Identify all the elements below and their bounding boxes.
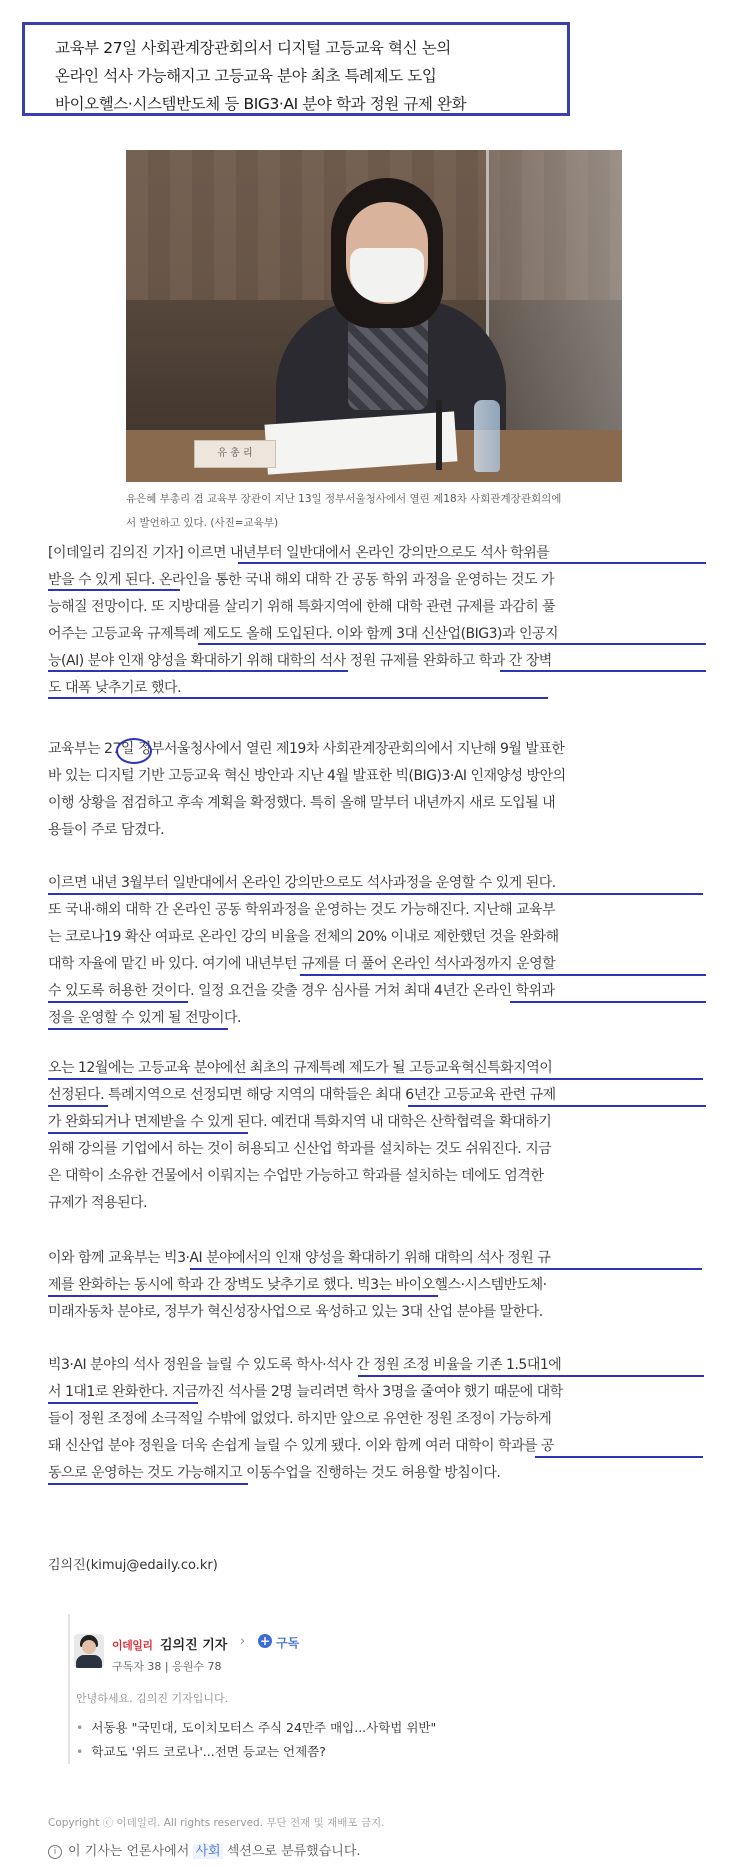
highlight-underline (300, 974, 706, 976)
photo-water-bottle (474, 400, 500, 472)
highlight-underline (358, 1375, 704, 1377)
photo-face-mask (350, 248, 424, 302)
photo-nameplate: 유 총 리 (194, 440, 276, 468)
paragraph-line: 대학 자율에 맡긴 바 있다. 여기에 내년부턴 규제를 더 풀어 온라인 석사과정까지 운영할 (48, 956, 556, 972)
highlight-underline (190, 1268, 702, 1270)
paragraph-line: 이르면 내년 3월부터 일반대에서 온라인 강의만으로도 석사과정을 운영할 수 있게 된다. (48, 875, 556, 891)
category-suffix: 섹션으로 분류했습니다. (226, 1844, 361, 1859)
reporter-greeting: 안녕하세요. 김의진 기자입니다. (76, 1692, 229, 1705)
highlight-underline (48, 670, 348, 672)
related-article-title[interactable]: 서동용 "국민대, 도이치모터스 주식 24만주 매입...사학법 위반" (91, 1720, 437, 1735)
paragraph-line: 이행 상황을 점검하고 후속 계획을 확정했다. 특히 올해 말부터 내년까지 새로 도입될 내 (48, 795, 556, 811)
avatar-face (82, 1640, 96, 1654)
paragraph-line: 돼 신산업 분야 정원을 더욱 손쉽게 늘릴 수 있게 됐다. 이와 함께 여러 대학이 학과를 공 (48, 1438, 555, 1454)
highlight-underline (198, 643, 706, 645)
paragraph-line: 이와 함께 교육부는 빅3·AI 분야에서의 인재 양성을 확대하기 위해 대학의 석사 정원 규 (48, 1250, 551, 1266)
article-paragraph (48, 1352, 703, 1487)
highlight-underline (48, 1132, 248, 1134)
category-notice (48, 1840, 361, 1859)
info-icon: i (48, 1845, 62, 1859)
photo-microphone (436, 400, 442, 470)
chevron-right-icon[interactable]: › (240, 1634, 246, 1649)
photo-caption-line: 서 발언하고 있다. (사진=교육부) (126, 517, 279, 529)
plus-icon[interactable]: + (259, 1634, 271, 1648)
related-article-link[interactable] (76, 1718, 436, 1736)
paragraph-line: 바 있는 디지털 기반 고등교육 혁신 방안과 지난 4월 발표한 빅(BIG)3·AI 인재양성 방안의 (48, 768, 566, 784)
paragraph-line: 능(AI) 분야 인재 양성을 확대하기 위해 대학의 석사 정원 규제를 완화하고 학과 간 장벽 (48, 653, 552, 669)
category-prefix: 이 기사는 언론사에서 (68, 1844, 190, 1859)
paragraph-line: 는 코로나19 확산 여파로 온라인 강의 비율을 전체의 20% 이내로 제한했던 것을 완화해 (48, 929, 559, 945)
byline-email: 김의진(kimuj@edaily.co.kr) (48, 1558, 218, 1573)
highlight-underline (408, 1105, 706, 1107)
paragraph-line: 수 있도록 허용한 것이다. 일정 요건을 갖출 경우 심사를 거쳐 최대 4년간 온라인 학위과 (48, 983, 555, 999)
highlight-underline (238, 562, 706, 564)
reporter-stats: 구독자 38 | 응원수 78 (112, 1660, 222, 1673)
paragraph-line: 선정된다. 특례지역으로 선정되면 해당 지역의 대학들은 최대 6년간 고등교육 관련 규제 (48, 1087, 556, 1103)
highlight-underline (48, 697, 548, 699)
headline-box (22, 22, 570, 116)
article-photo (126, 150, 622, 482)
highlight-underline (48, 1078, 703, 1080)
paragraph-line: 미래자동차 분야로, 정부가 혁신성장사업으로 육성하고 있는 3대 산업 분야를 말한다. (48, 1304, 543, 1320)
headline-line: 교육부 27일 사회관계장관회의서 디지털 고등교육 혁신 논의 (55, 39, 451, 57)
paragraph-line: 가 완화되거나 면제받을 수 있게 된다. 예컨대 특화지역 내 대학은 산학협력을 확대하기 (48, 1114, 552, 1130)
paragraph-line: [이데일리 김의진 기자] 이르면 내년부터 일반대에서 온라인 강의만으로도 석사 학위를 (48, 545, 550, 561)
highlight-circle (116, 738, 152, 764)
paragraph-line: 빅3·AI 분야의 석사 정원을 늘릴 수 있도록 학사·석사 간 정원 조정 비율을 기존 1.5대1에 (48, 1357, 562, 1373)
highlight-underline (48, 1001, 188, 1003)
reporter-name-link[interactable]: 김의진 기자 (160, 1638, 228, 1653)
avatar-shoulders (76, 1655, 102, 1668)
highlight-underline (48, 893, 703, 895)
paragraph-line: 규제가 적용된다. (48, 1195, 148, 1211)
paragraph-line: 은 대학이 소유한 건물에서 이뤄지는 수업만 가능하고 학과를 설치하는 데에도 엄격한 (48, 1168, 544, 1184)
category-section-link[interactable]: 사회 (195, 1844, 221, 1859)
paragraph-line: 용들이 주로 담겼다. (48, 822, 165, 838)
highlight-underline (535, 1456, 703, 1458)
paragraph-line: 정을 운영할 수 있게 될 전망이다. (48, 1010, 242, 1026)
related-article-title[interactable]: 학교도 '위드 코로나'...전면 등교는 언제쯤? (91, 1744, 326, 1759)
copyright-notice: Copyright ⓒ 이데일리. All rights reserved. 무단 전재 및 재배포 금지. (48, 1817, 385, 1829)
paragraph-line: 도 대폭 낮추기로 했다. (48, 680, 182, 696)
subscribe-button[interactable]: 구독 (276, 1636, 300, 1650)
highlight-underline (510, 1001, 706, 1003)
article-paragraph (48, 540, 703, 702)
headline-line: 온라인 석사 가능해지고 고등교육 분야 최초 특례제도 도입 (55, 67, 437, 85)
paragraph-line: 들이 정원 조정에 소극적일 수밖에 없었다. 하지만 앞으로 유연한 정원 조정이 가능하게 (48, 1411, 552, 1427)
paragraph-line: 어주는 고등교육 규제특례 제도도 올해 도입된다. 이와 함께 3대 신산업(BIG3)과 인공지 (48, 626, 559, 642)
paragraph-line: 받을 수 있게 된다. 온라인을 통한 국내 해외 대학 간 공동 학위 과정을 운영하는 것도 가 (48, 572, 555, 588)
paragraph-line: 오는 12월에는 고등교육 분야에선 최초의 규제특례 제도가 될 고등교육혁신특화지역이 (48, 1060, 553, 1076)
highlight-underline (48, 1483, 248, 1485)
highlight-underline (48, 589, 180, 591)
photo-caption-line: 유은혜 부총리 겸 교육부 장관이 지난 13일 정부서울청사에서 열린 제18차 사회관계장관회의에 (126, 493, 562, 505)
highlight-underline (500, 670, 706, 672)
paragraph-line: 위해 강의를 기업에서 하는 것이 허용되고 신산업 학과를 설치하는 것도 쉬워진다. 지금 (48, 1141, 552, 1157)
highlight-underline (48, 1028, 228, 1030)
paragraph-line: 서 1대1로 완화한다. 지금까진 석사를 2명 늘리려면 학사 3명을 줄여야 했기 때문에 대학 (48, 1384, 563, 1400)
press-logo[interactable]: 이데일리 (112, 1639, 153, 1652)
paragraph-line: 제를 완화하는 동시에 학과 간 장벽도 낮추기로 했다. 빅3는 바이오헬스·시스템반도체· (48, 1277, 547, 1293)
reporter-avatar[interactable] (74, 1634, 104, 1668)
related-article-link[interactable] (76, 1742, 326, 1760)
highlight-underline (48, 1402, 198, 1404)
headline-line: 바이오헬스·시스템반도체 등 BIG3·AI 분야 학과 정원 규제 완화 (55, 95, 467, 113)
paragraph-line: 또 국내·해외 대학 간 온라인 공동 학위과정을 운영하는 것도 가능해진다. 지난해 교육부 (48, 902, 556, 918)
bullet-icon: • (76, 1720, 84, 1735)
bullet-icon: • (76, 1744, 84, 1759)
paragraph-line: 능해질 전망이다. 또 지방대를 살리기 위해 특화지역에 한해 대학 관련 규제를 과감히 풀 (48, 599, 556, 615)
highlight-underline (48, 1295, 438, 1297)
paragraph-line: 교육부는 27일 정부서울청사에서 열린 제19차 사회관계장관회의에서 지난해 9월 발표한 (48, 741, 565, 757)
paragraph-line: 동으로 운영하는 것도 가능해지고 이동수업을 진행하는 것도 허용할 방침이다. (48, 1465, 501, 1481)
article-paragraph (48, 1245, 703, 1326)
highlight-underline (48, 1105, 108, 1107)
